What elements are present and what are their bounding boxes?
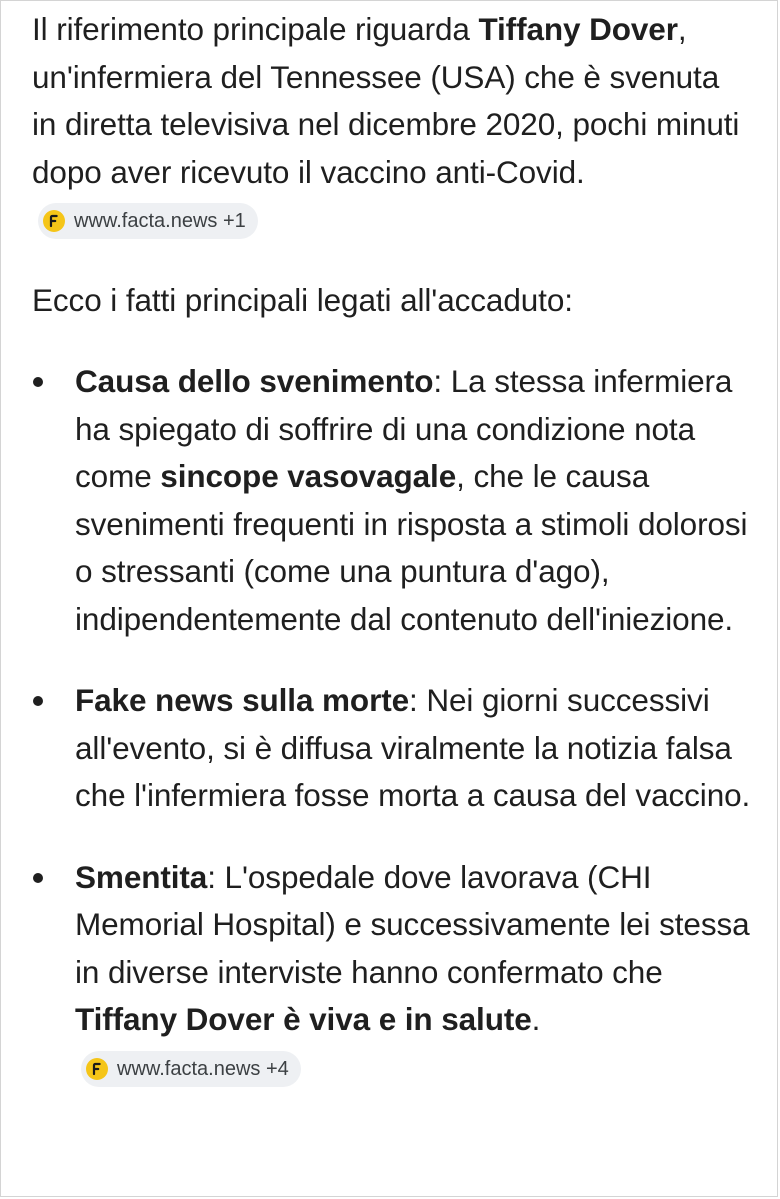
fact-bold-text: Tiffany Dover è viva e in salute [75,1001,532,1037]
intro-text: Il riferimento principale riguarda [32,11,479,47]
fact-title: Smentita [75,858,208,895]
fact-text: : Nei giorni successivi all'evento, si è diffusa viralmente la notizia falsa che l'infermiera fosse morta a causa del vaccino. [75,682,751,813]
source-chip[interactable] [38,203,258,239]
fact-title: Causa dello svenimento [75,363,434,399]
fact-text: : La stessa infermiera ha spiegato di soffrire di una condizione nota come [75,363,733,494]
list-item [32,677,752,820]
source-chip[interactable] [81,1051,301,1087]
fact-bold-text: sincope vasovagale [160,458,457,494]
facta-logo-icon [43,210,65,232]
fact-text: , che le causa svenimenti frequenti in risposta a stimoli dolorosi o stressanti (come una puntura d'ago), indipendentemente dal contenuto dell'iniezione. [75,458,748,637]
facts-heading: Ecco i fatti principali legati all'accaduto: [32,281,573,318]
source-chip-label: www.facta.news +4 [117,1057,289,1080]
intro-text-rest: , un'infermiera del Tennessee (USA) che è svenuta in diretta televisiva nel dicembre 2020, pochi minuti dopo aver ricevuto il vaccino anti-Covid. [32,11,740,190]
list-item [32,358,752,643]
facts-list [32,358,752,1091]
source-chip-label: www.facta.news +1 [74,210,246,232]
intro-name: Tiffany Dover [478,11,678,47]
facta-logo-icon [86,1058,108,1080]
fact-title: Fake news sulla morte [75,682,410,718]
ai-answer [32,6,752,1125]
fact-text: : L'ospedale dove lavorava (CHI Memorial Hospital) e successivamente lei stessa in diverse interviste hanno confermato che [75,858,750,990]
fact-text: . [531,1001,541,1037]
intro-paragraph [32,6,752,244]
list-item [32,854,752,1092]
